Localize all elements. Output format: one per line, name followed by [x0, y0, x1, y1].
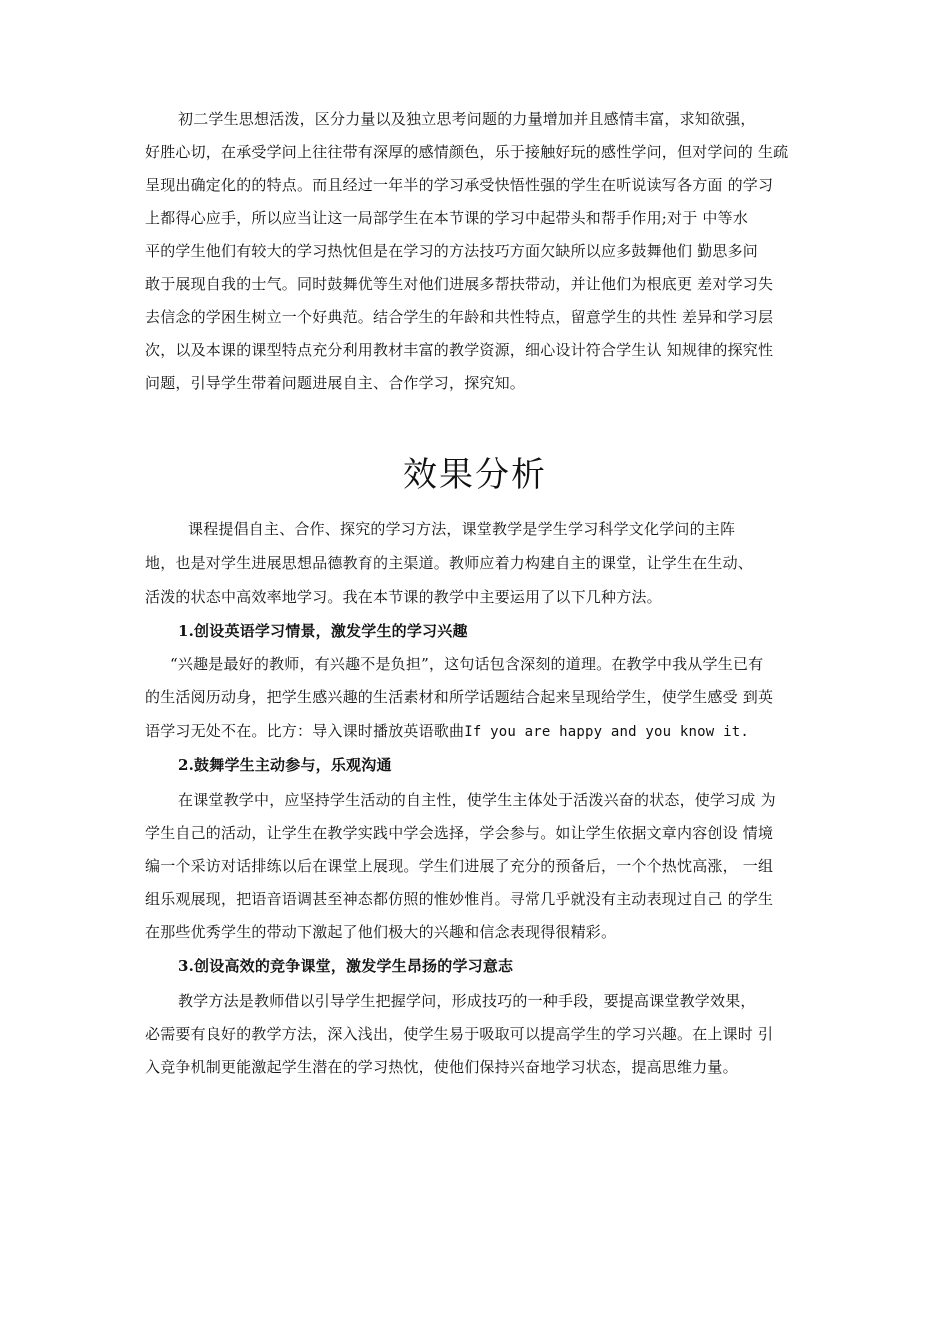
paragraph-line: 去信念的学困生树立一个好典范。结合学生的年龄和共性特点，留意学生的共性 差异和学习层 — [145, 308, 774, 326]
paragraph-text: 语学习无处不在。比方：导入课时播放英语歌曲 — [145, 722, 465, 740]
paragraph-line: 教学方法是教师借以引导学生把握学问，形成技巧的一种手段，要提高课堂教学效果， — [178, 992, 756, 1010]
paragraph-line: 好胜心切，在承受学问上往往带有深厚的感情颜色，乐于接触好玩的感性学问，但对学问的 生疏 — [145, 143, 789, 161]
subheading: 2.鼓舞学生主动参与，乐观沟通 — [178, 756, 392, 774]
paragraph-line: 平的学生他们有较大的学习热忱但是在学习的方法技巧方面欠缺所以应多鼓舞他们 勤思多问 — [145, 242, 758, 260]
paragraph-line: 呈现出确定化的的特点。而且经过一年半的学习承受快悟性强的学生在听说读写各方面 的学习 — [145, 176, 774, 194]
paragraph-line: 上都得心应手，所以应当让这一局部学生在本节课的学习中起带头和帮手作用;对于 中等水 — [145, 209, 749, 227]
paragraph-line: 地，也是对学生进展思想品德教育的主渠道。教师应着力构建自主的课堂，让学生在生动、 — [145, 554, 754, 572]
subheading: 1.创设英语学习情景，激发学生的学习兴趣 — [178, 622, 468, 640]
paragraph-line — [145, 721, 749, 742]
paragraph-line: 的生活阅历动身，把学生感兴趣的生活素材和所学话题结合起来呈现给学生，使学生感受 到英 — [145, 688, 774, 706]
paragraph-line: 活泼的状态中高效率地学习。我在本节课的教学中主要运用了以下几种方法。 — [145, 588, 662, 606]
paragraph-line: 在那些优秀学生的带动下激起了他们极大的兴趣和信念表现得很精彩。 — [145, 923, 617, 941]
paragraph-line: 入竞争机制更能激起学生潜在的学习热忱，使他们保持兴奋地学习状态，提高思维力量。 — [145, 1058, 738, 1076]
paragraph-line: 学生自己的活动，让学生在教学实践中学会选择，学会参与。如让学生依据文章内容创设 情境 — [145, 824, 774, 842]
paragraph-line: “兴趣是最好的教师，有兴趣不是负担”，这句话包含深刻的道理。在教学中我从学生已有 — [170, 655, 764, 673]
paragraph-line: 问题，引导学生带着问题进展自主、合作学习，探究知。 — [145, 374, 526, 392]
song-title: If you are happy and you know it. — [464, 724, 749, 740]
paragraph-line: 组乐观展现，把语音语调甚至神态都仿照的惟妙惟肖。寻常几乎就没有主动表现过自己 的学生 — [145, 890, 774, 908]
paragraph-line: 在课堂教学中，应坚持学生活动的自主性，使学生主体处于活泼兴奋的状态，使学习成 为 — [178, 791, 776, 809]
section-title: 效果分析 — [403, 455, 547, 495]
paragraph-line: 课程提倡自主、合作、探究的学习方法，课堂教学是学生学习科学文化学问的主阵 — [188, 520, 736, 538]
paragraph-line: 编一个采访对话排练以后在课堂上展现。学生们进展了充分的预备后，一个个热忱高涨， 一组 — [145, 857, 774, 875]
paragraph-line: 敢于展现自我的士气。同时鼓舞优等生对他们进展多帮扶带动，并让他们为根底更 差对学习失 — [145, 275, 774, 293]
paragraph-line: 次，以及本课的课型特点充分利用教材丰富的教学资源，细心设计符合学生认 知规律的探究性 — [145, 341, 774, 359]
paragraph-line: 必需要有良好的教学方法，深入浅出，使学生易于吸取可以提高学生的学习兴趣。在上课时 引 — [145, 1025, 774, 1043]
subheading: 3.创设高效的竞争课堂，激发学生昂扬的学习意志 — [178, 957, 514, 975]
paragraph-line: 初二学生思想活泼，区分力量以及独立思考问题的力量增加并且感情丰富，求知欲强， — [178, 110, 756, 128]
